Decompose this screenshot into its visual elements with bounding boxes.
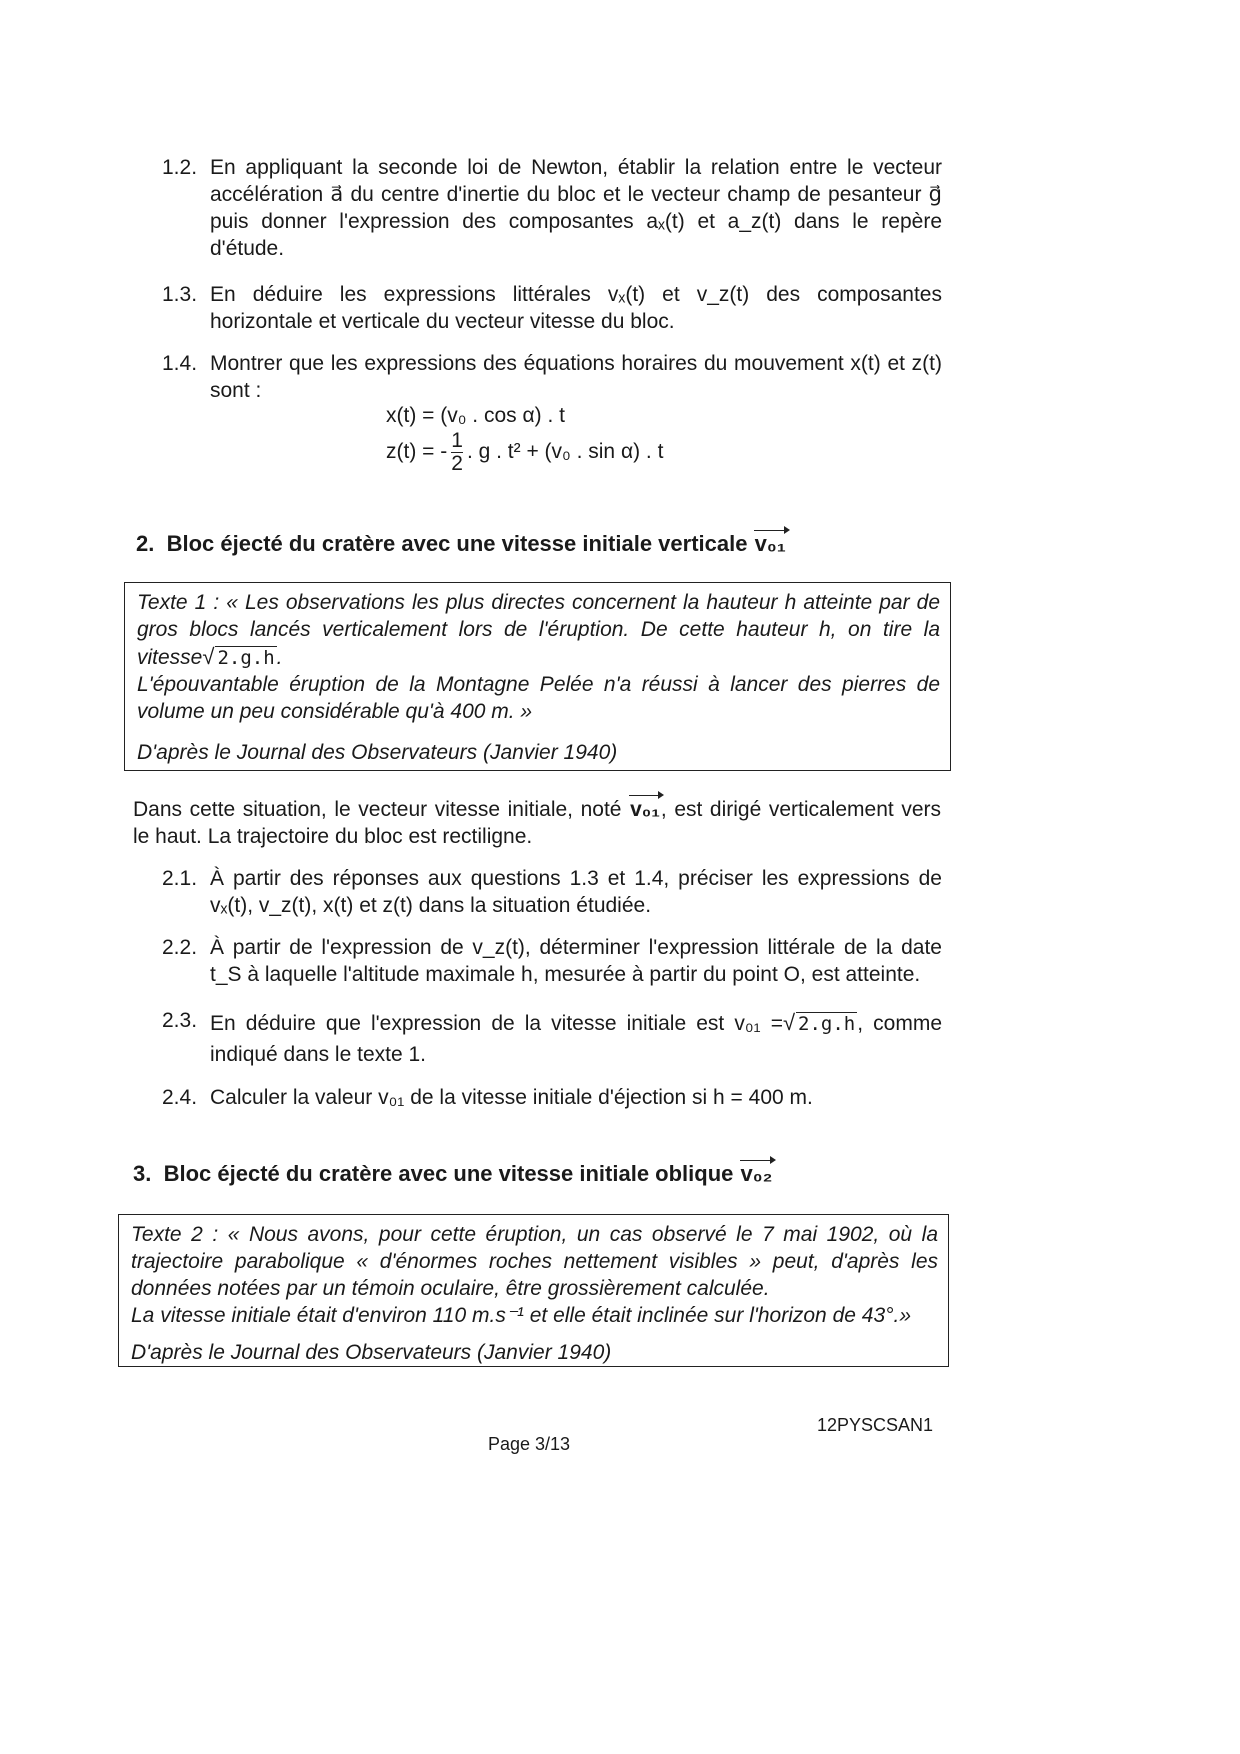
situation-paragraph: Dans cette situation, le vecteur vitesse initiale, noté v₀₁, est dirigé verticalement vers le haut. La trajectoire du bloc est rectiligne. xyxy=(133,795,941,850)
question-number: 2.3. xyxy=(162,1009,198,1032)
equation-x: x(t) = (v₀ . cos α) . t xyxy=(386,404,565,427)
sqrt-2gh: 2.g.h xyxy=(217,647,275,669)
question-number: 1.3. xyxy=(162,283,198,306)
question-text: Montrer que les expressions des équations horaires du mouvement x(t) et z(t) sont : xyxy=(210,352,942,402)
section-3-heading xyxy=(133,1160,773,1187)
question-text: Calculer la valeur v₀₁ de la vitesse initiale d'éjection si h = 400 m. xyxy=(210,1086,813,1109)
question-2-3 xyxy=(162,1007,942,1070)
vector-v01: v₀₁ xyxy=(629,795,661,823)
text-1-paragraph-1: Texte 1 : « Les observations les plus directes concernent la hauteur h atteinte par de gros blocs lancés verticalement lors de l'éruption. De cette hauteur h, on tire la vitesse√ 2.g.h. xyxy=(137,591,940,669)
equation-z xyxy=(386,430,663,475)
sqrt-2gh: 2.g.h xyxy=(798,1013,856,1035)
equation-z-left: z(t) = - xyxy=(386,440,448,464)
text-2-paragraph-2: La vitesse initiale était d'environ 110 m.s⁻¹ et elle était inclinée sur l'horizon de 43°.» xyxy=(131,1304,912,1327)
question-number: 2.1. xyxy=(162,867,198,890)
text-1-box xyxy=(124,582,951,771)
text-2-paragraph-1: Texte 2 : « Nous avons, pour cette éruption, un cas observé le 7 mai 1902, où la trajectoire parabolique « d'énormes roches nettement visibles » peut, d'après les données notées par un témoin oculaire, être grossièrement calculée. xyxy=(131,1223,938,1300)
fraction-denominator: 2 xyxy=(451,452,463,475)
fraction-numerator: 1 xyxy=(451,429,463,452)
question-text: À partir des réponses aux questions 1.3 et 1.4, préciser les expressions de vₓ(t), v_z(t), x(t) et z(t) dans la situation étudiée. xyxy=(210,867,942,917)
question-1-2 xyxy=(162,154,942,262)
question-2-4 xyxy=(162,1084,942,1111)
section-title: Bloc éjecté du cratère avec une vitesse initiale verticale xyxy=(166,531,748,556)
page-number: Page 3/13 xyxy=(488,1434,571,1454)
question-text: À partir de l'expression de v_z(t), déterminer l'expression littérale de la date t_S à laquelle l'altitude maximale h, mesurée à partir du point O, est atteinte. xyxy=(210,936,942,986)
question-number: 2.4. xyxy=(162,1086,198,1109)
text-1-source: D'après le Journal des Observateurs (Janvier 1940) xyxy=(137,741,618,764)
vector-v02: v₀₂ xyxy=(740,1161,773,1186)
vector-v01: v₀₁ xyxy=(754,531,786,556)
text-1-paragraph-2: L'épouvantable éruption de la Montagne Pelée n'a réussi à lancer des pierres de volume un peu considérable qu'à 400 m. » xyxy=(137,673,940,723)
fraction xyxy=(451,430,463,475)
equation-z-right: . g . t² + (v₀ . sin α) . t xyxy=(466,440,664,464)
section-title: Bloc éjecté du cratère avec une vitesse initiale oblique xyxy=(163,1161,734,1186)
question-text: En déduire les expressions littérales vₓ(t) et v_z(t) des composantes horizontale et verticale du vecteur vitesse du bloc. xyxy=(210,283,942,333)
section-number: 3. xyxy=(133,1161,152,1186)
document-code: 12PYSCSAN1 xyxy=(817,1415,934,1435)
question-text: En appliquant la seconde loi de Newton, établir la relation entre le vecteur accélération a⃗ du centre d'inertie du bloc et le vecteur champ de pesanteur g⃗ puis donner l'expression des composantes aₓ(t) et a_z(t) dans le repère d'étude. xyxy=(210,156,942,260)
question-number: 1.2. xyxy=(162,156,198,179)
question-1-4 xyxy=(162,350,942,404)
text-2-box xyxy=(118,1214,949,1367)
section-2-heading xyxy=(136,530,787,557)
question-2-1 xyxy=(162,865,942,919)
question-text: En déduire que l'expression de la vitesse initiale est v₀₁ =√ 2.g.h, comme indiqué dans le texte 1. xyxy=(210,1010,943,1066)
question-number: 1.4. xyxy=(162,352,198,375)
section-number: 2. xyxy=(136,531,155,556)
question-number: 2.2. xyxy=(162,936,198,959)
question-1-3 xyxy=(162,281,942,335)
text-2-source: D'après le Journal des Observateurs (Janvier 1940) xyxy=(131,1341,612,1364)
question-2-2 xyxy=(162,934,942,988)
